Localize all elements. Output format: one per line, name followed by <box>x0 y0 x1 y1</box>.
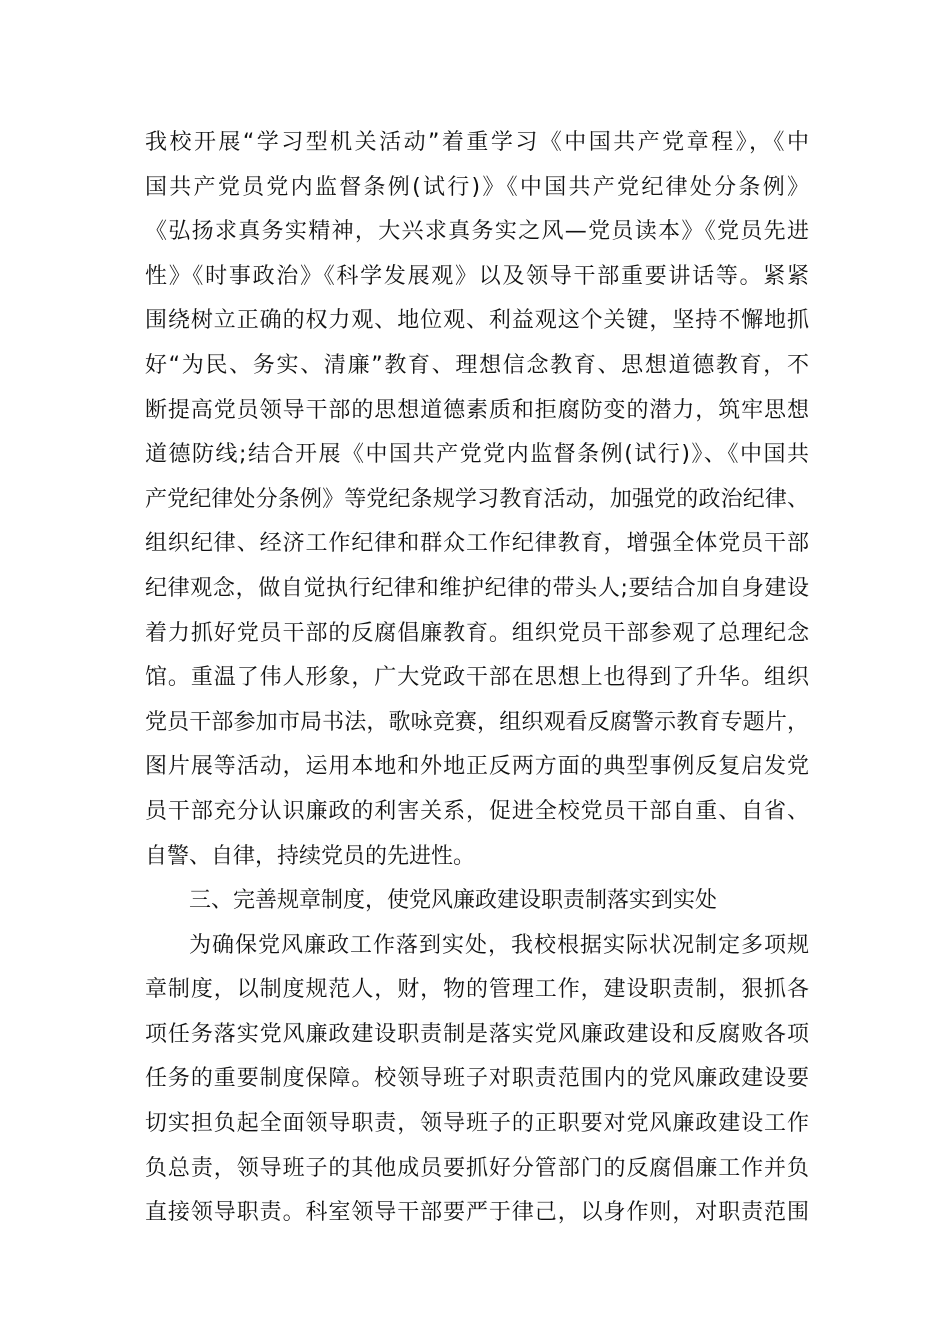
text-line: 图片展等活动，运用本地和外地正反两方面的典型事例反复启发党 <box>145 754 809 780</box>
text-line: 馆。重温了伟人形象，广大党政干部在思想上也得到了升华。组织 <box>145 665 809 691</box>
text-line: 切实担负起全面领导职责，领导班子的正职要对党风廉政建设工作 <box>145 1111 809 1137</box>
text-line: 纪律观念，做自觉执行纪律和维护纪律的带头人;要结合加自身建设 <box>145 575 809 601</box>
text-line: 着力抓好党员干部的反腐倡廉教育。组织党员干部参观了总理纪念 <box>145 620 809 646</box>
text-line: 为确保党风廉政工作落到实处，我校根据实际状况制定多项规 <box>189 932 809 958</box>
text-line: 我校开展“学习型机关活动”着重学习《中国共产党章程》，《中 <box>145 130 809 155</box>
text-line: 自警、自律，持续党员的先进性。 <box>145 843 476 869</box>
text-line: 《弘扬求真务实精神，大兴求真务实之风—党员读本》《党员先进 <box>145 219 809 245</box>
section-heading: 三、完善规章制度，使党风廉政建设职责制落实到实处 <box>189 888 718 914</box>
text-line: 组织纪律、经济工作纪律和群众工作纪律教育，增强全体党员干部 <box>145 531 809 557</box>
text-line: 直接领导职责。科室领导干部要严于律己，以身作则，对职责范围 <box>145 1200 809 1226</box>
text-line: 项任务落实党风廉政建设职责制是落实党风廉政建设和反腐败各项 <box>145 1021 809 1047</box>
text-line: 国共产党员党内监督条例(试行)》《中国共产党纪律处分条例》 <box>145 174 809 200</box>
text-line: 产党纪律处分条例》等党纪条规学习教育活动，加强党的政治纪律、 <box>145 486 809 512</box>
text-line: 章制度，以制度规范人，财，物的管理工作，建设职责制，狠抓各 <box>145 977 809 1003</box>
text-line: 道德防线;结合开展《中国共产党党内监督条例(试行)》、《中国共 <box>145 442 809 468</box>
text-line: 负总责，领导班子的其他成员要抓好分管部门的反腐倡廉工作并负 <box>145 1155 809 1181</box>
text-line: 党员干部参加市局书法，歌咏竞赛，组织观看反腐警示教育专题片， <box>145 709 809 735</box>
text-line: 围绕树立正确的权力观、地位观、利益观这个关键，坚持不懈地抓 <box>145 308 809 334</box>
text-line: 断提高党员领导干部的思想道德素质和拒腐防变的潜力，筑牢思想 <box>145 397 809 423</box>
text-line: 好“为民、务实、清廉”教育、理想信念教育、思想道德教育，不 <box>145 352 809 378</box>
document-body <box>145 121 809 1236</box>
text-line: 员干部充分认识廉政的利害关系，促进全校党员干部自重、自省、 <box>145 798 809 824</box>
text-line: 性》《时事政治》《科学发展观》以及领导干部重要讲话等。紧紧 <box>145 263 809 289</box>
text-line: 任务的重要制度保障。校领导班子对职责范围内的党风廉政建设要 <box>145 1066 809 1092</box>
